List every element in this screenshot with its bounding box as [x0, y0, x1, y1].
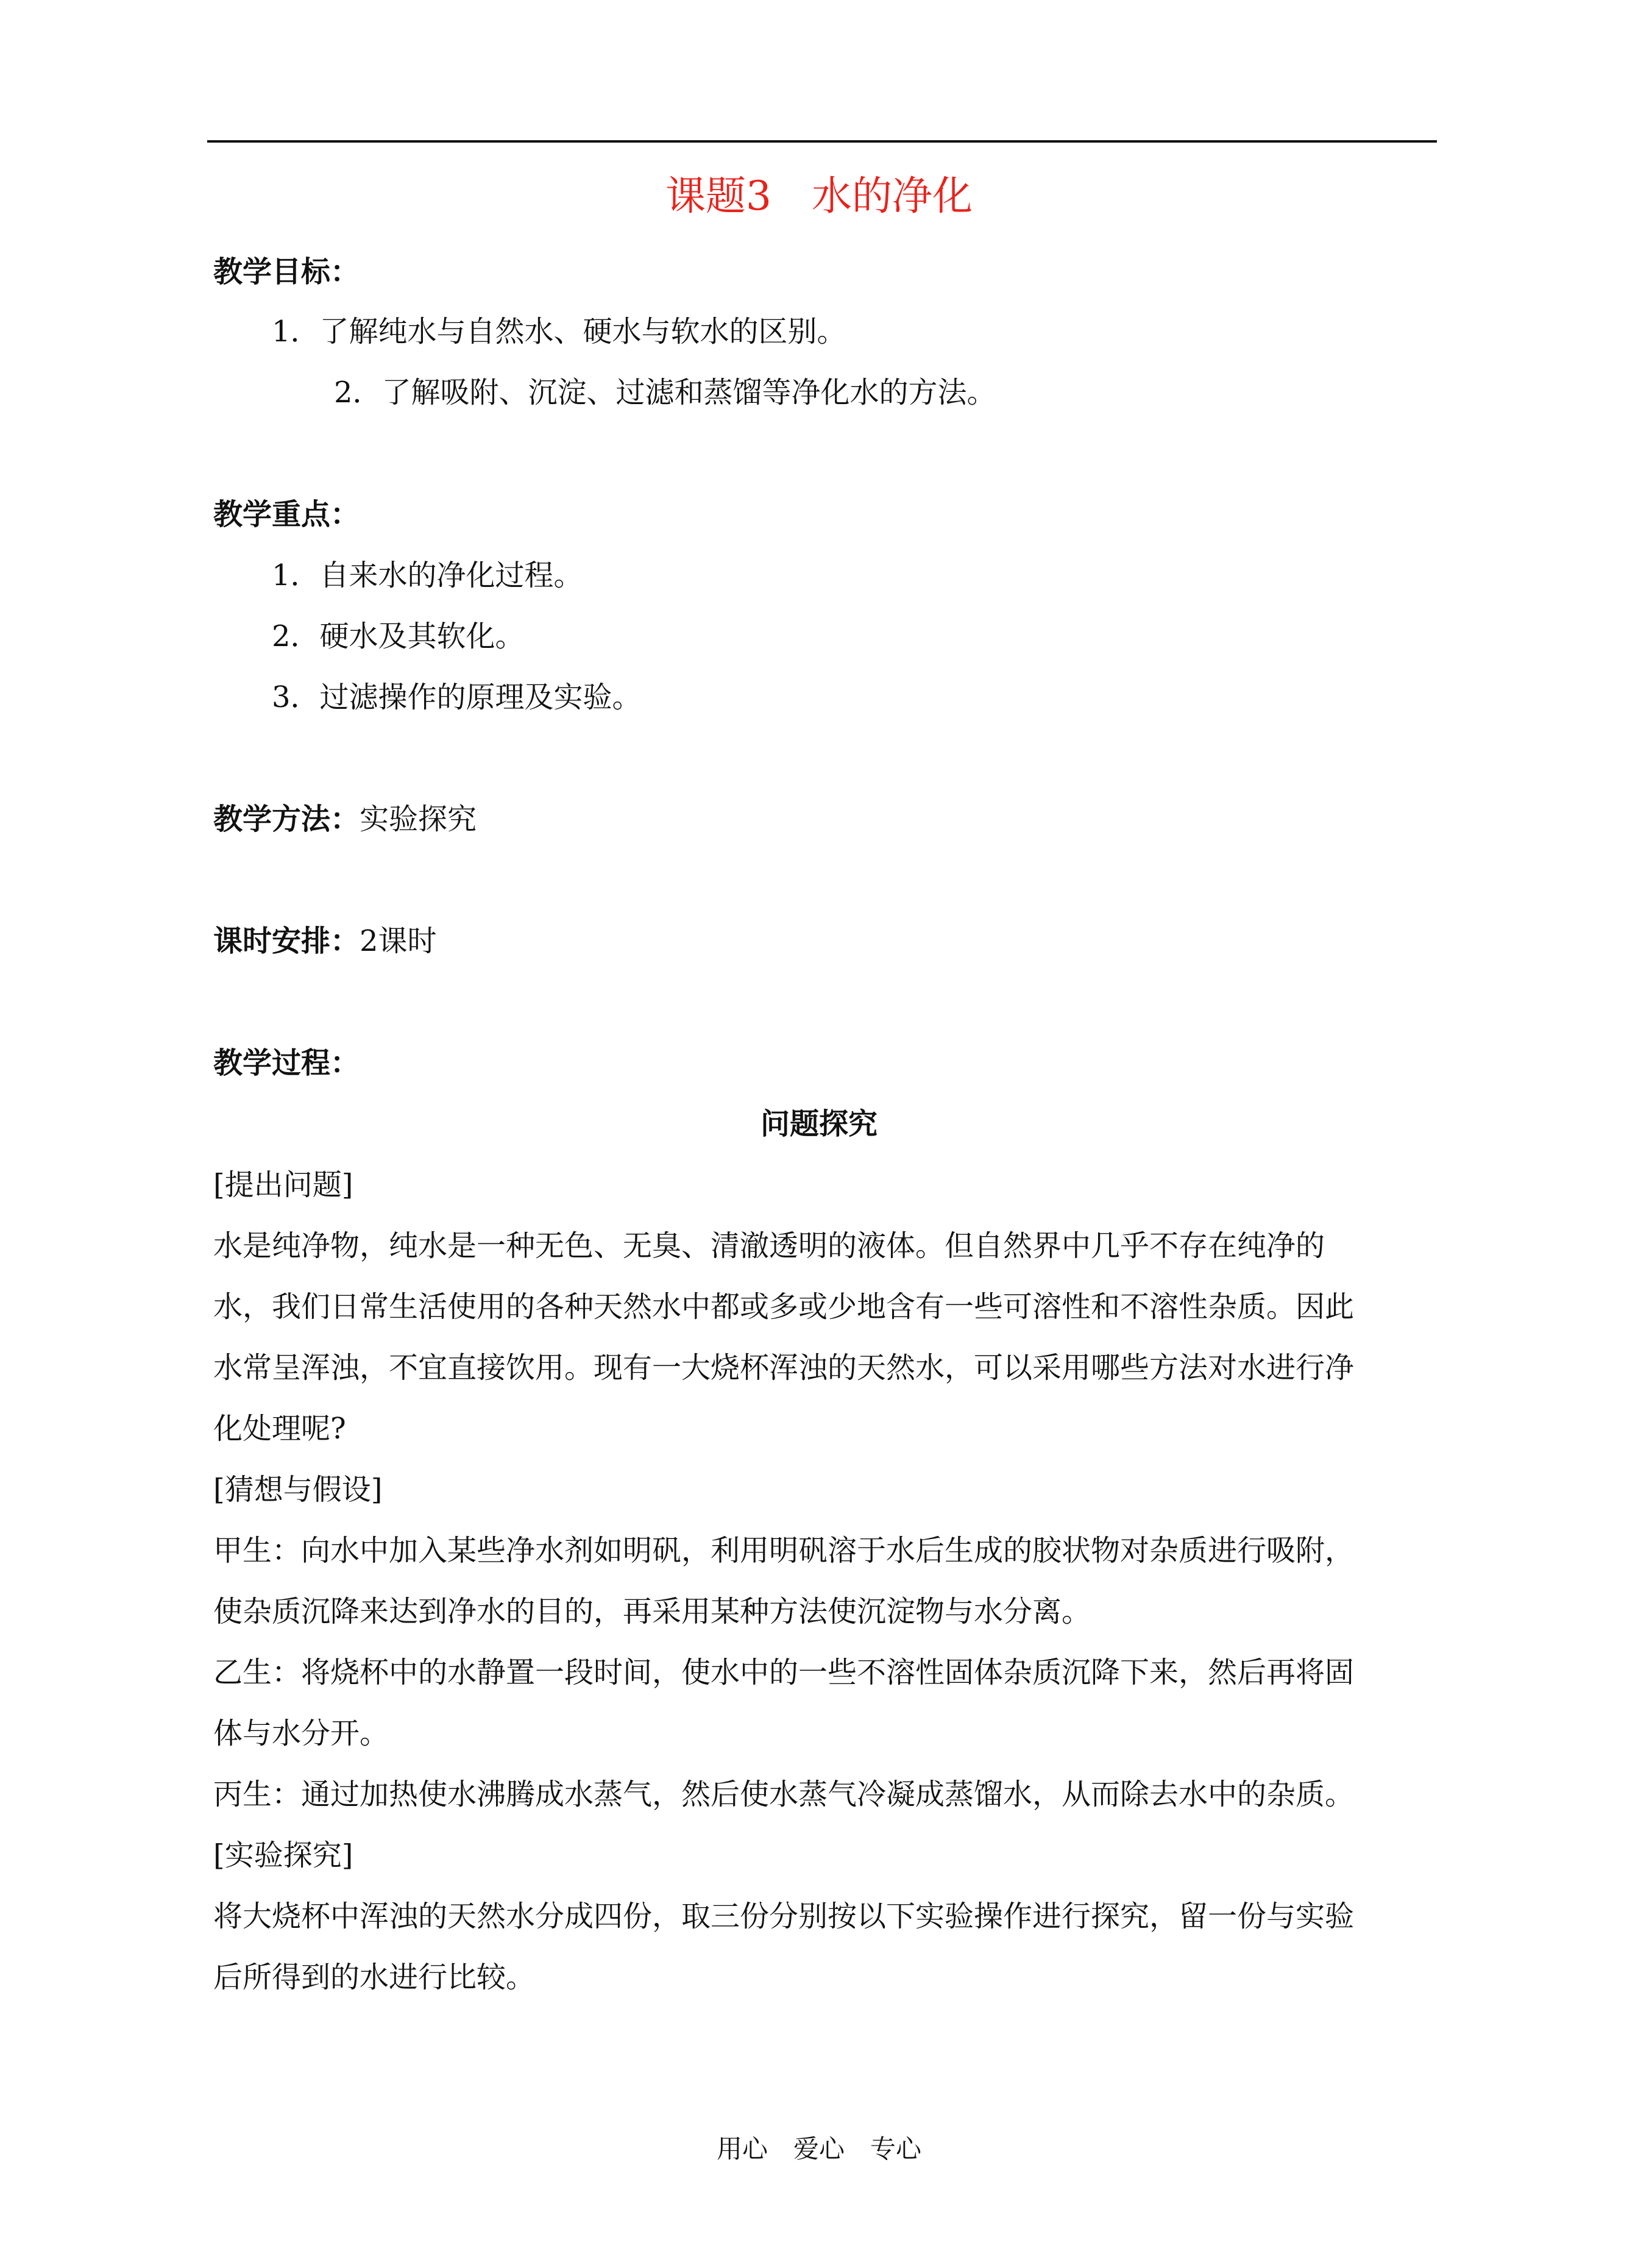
process-line: 水，我们日常生活使用的各种天然水中都或多或少地含有一些可溶性和不溶性杂质。因此 [213, 1290, 1355, 1324]
process-line: 乙生：将烧杯中的水静置一段时间，使水中的一些不溶性固体杂质沉降下来，然后再将固 [213, 1655, 1355, 1690]
page-title: 课题3 水的净化 [665, 172, 973, 219]
process-line: 将大烧杯中浑浊的天然水分成四份，取三份分别按以下实验操作进行探究，留一份与实验 [213, 1899, 1355, 1933]
method-row [213, 800, 477, 839]
process-heading: 教学过程： [213, 1046, 360, 1080]
method-label: 教学方法： [213, 802, 360, 836]
schedule-row [213, 922, 437, 961]
objectives-heading: 教学目标： [213, 255, 360, 289]
key-point-item-1: 1．自来水的净化过程。 [272, 558, 583, 592]
process-line: [猜想与假设] [213, 1473, 383, 1507]
process-line: 体与水分开。 [213, 1716, 389, 1751]
key-point-item-2: 2．硬水及其软化。 [272, 619, 525, 653]
schedule-label: 课时安排： [213, 924, 360, 958]
process-line: 后所得到的水进行比较。 [213, 1960, 536, 1994]
method-value: 实验探究 [360, 802, 477, 836]
process-line: 丙生：通过加热使水沸腾成水蒸气，然后使水蒸气冷凝成蒸馏水，从而除去水中的杂质。 [213, 1777, 1355, 1811]
process-line: [提出问题] [213, 1168, 353, 1202]
key-point-item-3: 3．过滤操作的原理及实验。 [272, 680, 642, 714]
header-rule [207, 140, 1437, 143]
process-subheading: 问题探究 [760, 1107, 878, 1141]
process-line: 水是纯净物，纯水是一种无色、无臭、清澈透明的液体。但自然界中几乎不存在纯净的 [213, 1229, 1325, 1263]
process-line: 水常呈浑浊，不宜直接饮用。现有一大烧杯浑浊的天然水，可以采用哪些方法对水进行净 [213, 1351, 1355, 1385]
objective-item-1: 1．了解纯水与自然水、硬水与软水的区别。 [272, 315, 846, 349]
key-points-heading: 教学重点： [213, 497, 360, 531]
schedule-value: 2课时 [360, 924, 437, 958]
process-line: [实验探究] [213, 1838, 353, 1872]
page-footer: 用心 爱心 专心 [716, 2134, 921, 2164]
process-line: 化处理呢? [213, 1412, 346, 1446]
process-line: 使杂质沉降来达到净水的目的，再采用某种方法使沉淀物与水分离。 [213, 1594, 1091, 1629]
objective-item-2: 2．了解吸附、沉淀、过滤和蒸馏等净化水的方法。 [334, 375, 996, 410]
process-line: 甲生：向水中加入某些净水剂如明矾，利用明矾溶于水后生成的胶状物对杂质进行吸附， [213, 1534, 1355, 1568]
